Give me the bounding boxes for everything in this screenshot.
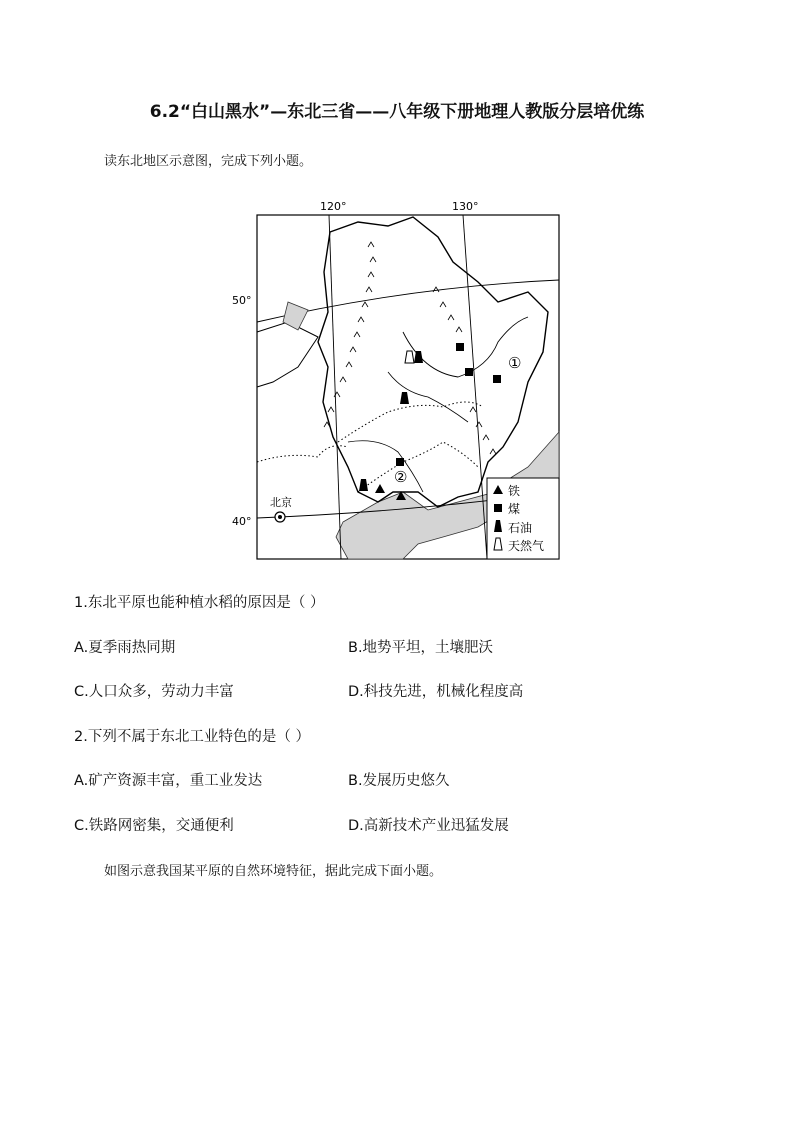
- legend-coal-icon: [494, 504, 502, 512]
- question-2-option-b[interactable]: B.发展历史悠久: [348, 773, 450, 789]
- question-intro-2: 如图示意我国某平原的自然环境特征，据此完成下面小题。: [104, 864, 443, 879]
- question-1-option-b[interactable]: B.地势平坦，土壤肥沃: [348, 640, 494, 656]
- legend-label-gas: 天然气: [508, 539, 545, 553]
- lon-label-130: 130°: [452, 200, 479, 213]
- lat-label-40: 40°: [232, 515, 252, 528]
- legend-label-coal: 煤: [508, 502, 521, 516]
- lon-label-120: 120°: [320, 200, 347, 213]
- legend-gas-icon: [494, 538, 502, 550]
- question-1-option-d[interactable]: D.科技先进，机械化程度高: [348, 684, 524, 700]
- question-1-stem: 1.东北平原也能种植水稻的原因是（ ）: [74, 595, 325, 611]
- city-label-beijing: 北京: [270, 496, 292, 509]
- question-intro: 读东北地区示意图，完成下列小题。: [104, 154, 313, 169]
- question-1-option-a[interactable]: A.夏季雨热同期: [74, 640, 176, 656]
- question-2-option-a[interactable]: A.矿产资源丰富，重工业发达: [74, 773, 263, 789]
- legend-label-oil: 石油: [508, 521, 533, 535]
- marker-2: ②: [394, 468, 408, 486]
- question-2-option-d[interactable]: D.高新技术产业迅猛发展: [348, 818, 509, 834]
- legend-label-iron: 铁: [508, 484, 521, 498]
- question-1-option-c[interactable]: C.人口众多，劳动力丰富: [74, 684, 234, 700]
- gas-derrick-icon: [405, 351, 414, 363]
- question-2-stem: 2.下列不属于东北工业特色的是（ ）: [74, 729, 310, 745]
- marker-1: ①: [508, 354, 522, 372]
- page-title: 6.2“白山黑水”—东北三省——八年级下册地理人教版分层培优练: [149, 102, 645, 122]
- lat-label-50: 50°: [232, 294, 252, 307]
- question-2-option-c[interactable]: C.铁路网密集，交通便利: [74, 818, 234, 834]
- northeast-china-map: [228, 192, 568, 564]
